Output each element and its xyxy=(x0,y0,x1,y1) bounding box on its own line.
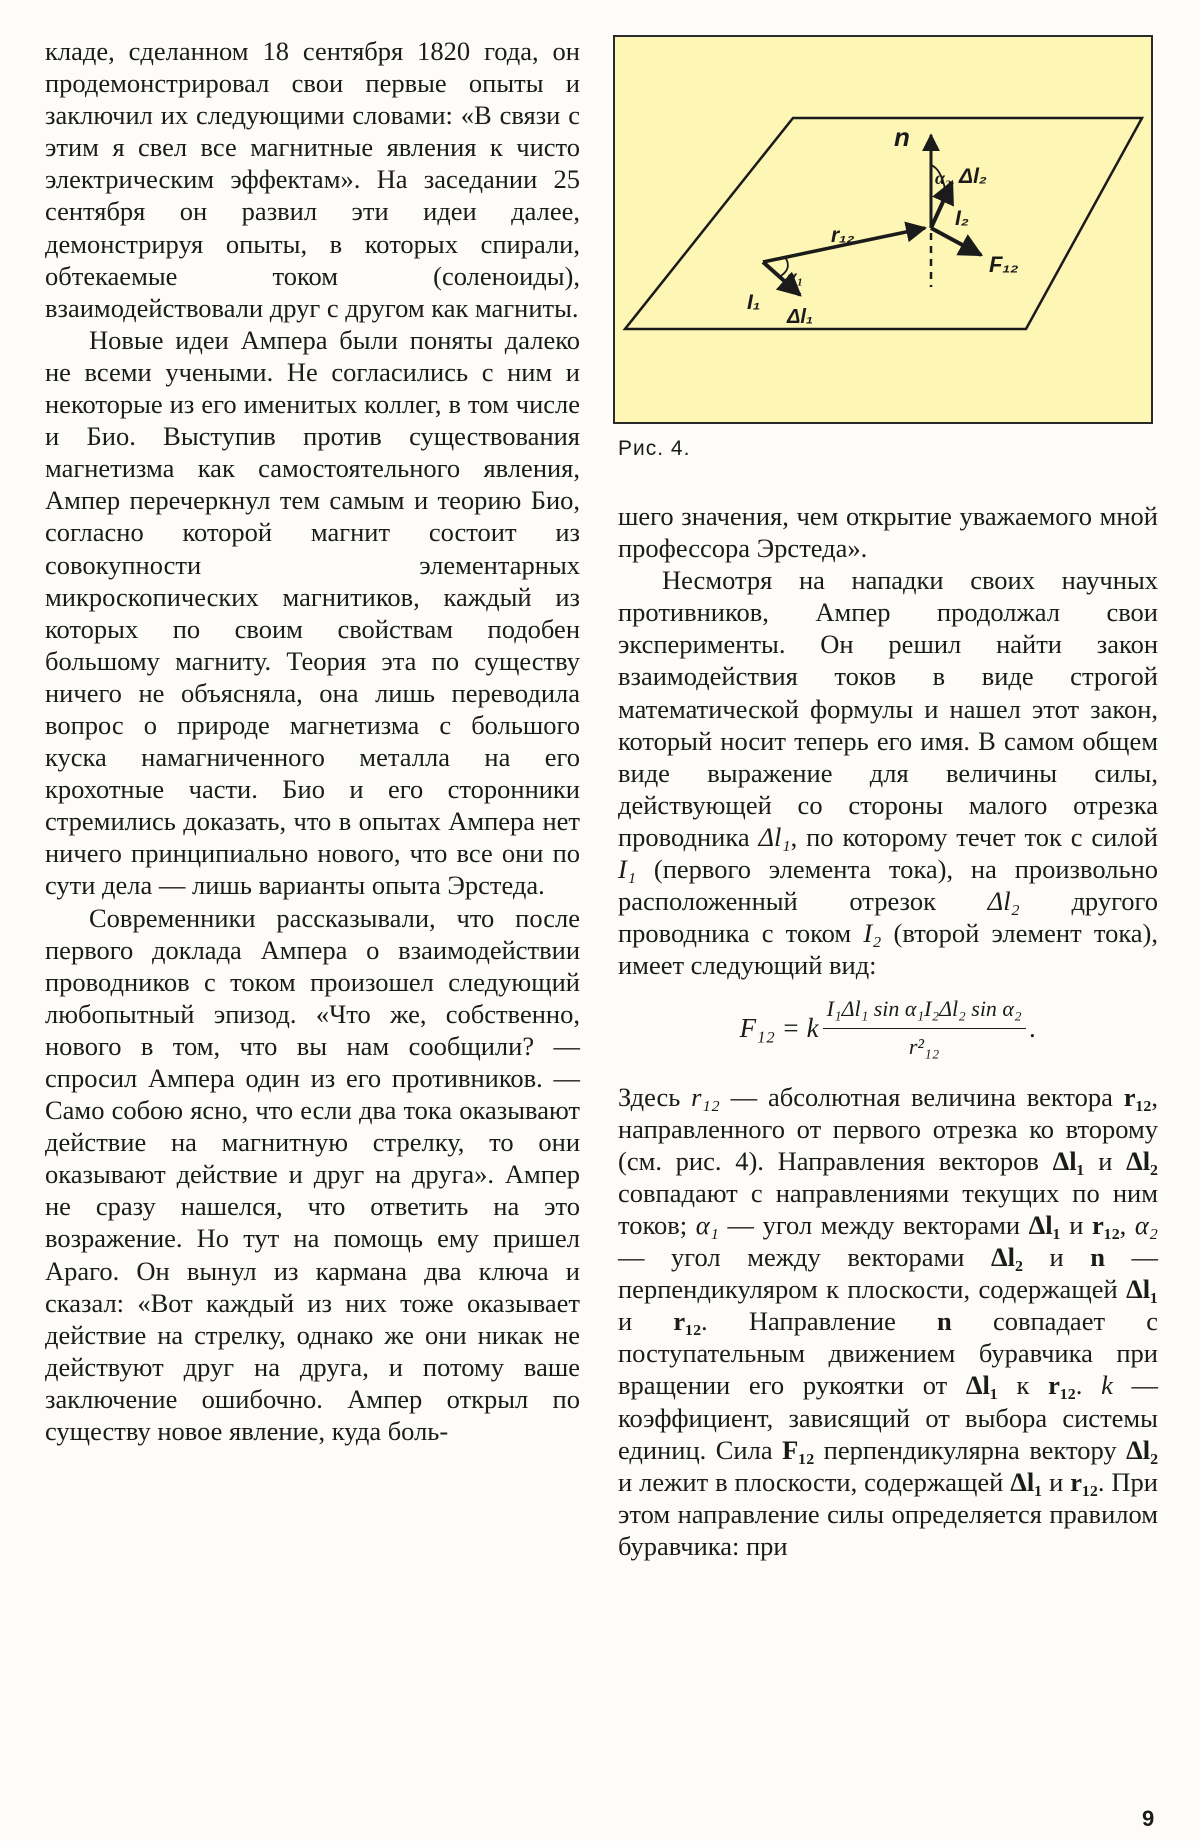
text-run: (первого элемента тока), на произвольно расположенный отрезок xyxy=(618,854,1158,917)
label-n: n xyxy=(894,122,910,152)
label-r12: r₁₂ xyxy=(831,224,855,247)
paragraph-left-3: Современники рассказывали, что после первого доклада Ампера о взаимодействии проводников с током произошел следующий любопытный эпизод. «Что же, собственно, нового в том, что вы нам сообщили? — спросил Ампера один из его противников. — Само собою ясно, что если два тока оказывают действие на магнитную стрелку, то они оказывают действие и друг на друга». Ампер не сразу нашелся, что ответить на это возражение. Но тут на помощь ему пришел Араго. Он вынул из кармана два ключа и сказал: «Вот каждый из них тоже оказывает действие на стрелку, однако же они никак не действуют друг на друга, и потому ваше заключение ошибочно. Ампер открыл по существу новое явление, куда боль- xyxy=(45,902,580,1447)
text-run: , направленного от первого отрезка ко второму (см. рис. 4). Направления векторов xyxy=(618,1081,1158,1176)
paragraph-right-1: шего значения, чем открытие уважаемого мной профессора Эрстеда». xyxy=(618,501,1158,564)
text-run: . При этом направление силы определяется правилом буравчика: при xyxy=(618,1466,1158,1561)
symbol-dl2: Δl₂ xyxy=(987,886,1020,917)
ampere-formula xyxy=(618,993,1158,1062)
left-column xyxy=(45,35,580,1447)
text-run: и xyxy=(618,1306,674,1337)
text-run: — угол между векторами xyxy=(718,1209,1029,1240)
label-i2: I₂ xyxy=(955,207,969,230)
text-run: совпадают с направлениями текущих по ним токов; xyxy=(618,1177,1158,1240)
symbol-alpha2: α₂ xyxy=(1134,1209,1159,1240)
vector-dl1: Δl₁ xyxy=(1028,1209,1061,1240)
text-run: и xyxy=(1084,1145,1127,1176)
vector-n: n xyxy=(937,1306,952,1337)
label-alpha1: α₁ xyxy=(787,266,804,286)
paragraph-right-2 xyxy=(618,564,1158,981)
text-run: Несмотря на нападки своих научных противников, Ампер продолжал свои эксперименты. Он решил найти закон взаимодействия токов в виде строгой математической формулы и нашел этот закон, который носит теперь его имя. В самом общем виде выражение для величины силы, действующей со стороны малого отрезка проводника xyxy=(618,565,1158,852)
vector-dl2: Δl₂ xyxy=(990,1242,1023,1273)
text-run: и xyxy=(1042,1466,1071,1497)
text-run: совпадает с поступательным движением буравчика при вращении его рукоятки от xyxy=(618,1306,1158,1401)
symbol-i2: I₂ xyxy=(863,918,882,949)
text-run: — угол между векторами xyxy=(618,1242,991,1273)
formula-fraction xyxy=(823,993,1026,1062)
text-run: и xyxy=(1022,1242,1091,1273)
symbol-alpha1: α₁ xyxy=(695,1209,719,1240)
paragraph-left-2: Новые идеи Ампера были поняты далеко не всеми учеными. Не согласились с ним и некоторые из его именитых коллег, в том числе и Био. Выступив против существования магнетизма как самостоятельного явления, Ампер перечеркнул тем самым и теорию Био, согласно которой магнит состоит из совокупности элементарных микроскопических магнитиков, каждый из которых по своим свойствам подобен большому магниту. Теория эта по существу ничего не объясняла, она лишь переводила вопрос о природе магнетизма с большого куска намагниченного металла на его крохотные части. Био и его сторонники стремились доказать, что в опытах Ампера нет ничего принципиально нового, что все они по сути дела — лишь варианты опыта Эрстеда. xyxy=(45,324,580,901)
text-run: другого проводника с током xyxy=(618,886,1158,949)
dl2-arrow xyxy=(931,182,952,228)
label-i1: I₁ xyxy=(747,291,761,314)
vector-n: n xyxy=(1090,1242,1105,1273)
text-run: перпендикулярна вектору xyxy=(814,1434,1127,1465)
label-alpha2: α₂ xyxy=(935,168,952,188)
text-run: (второй элемент тока), имеет следующий вид: xyxy=(618,918,1159,981)
symbol-i1: I₁ xyxy=(618,854,637,885)
figure-4 xyxy=(613,35,1153,424)
formula-end: . xyxy=(1029,1012,1037,1043)
vector-dl2: Δl₂ xyxy=(1126,1434,1159,1465)
text-run: и лежит в плоскости, содержащей xyxy=(618,1466,1011,1497)
paragraph-right-3 xyxy=(618,1081,1158,1562)
vector-dl1: Δl₁ xyxy=(965,1370,998,1401)
text-run: , по которому течет ток с силой xyxy=(790,821,1158,852)
text-run: , xyxy=(1119,1209,1135,1240)
vector-diagram xyxy=(615,37,1155,426)
formula-lhs: F₁₂ = k xyxy=(739,1012,819,1043)
label-dl2: Δl₂ xyxy=(959,165,987,188)
vector-dl1: Δl₁ xyxy=(1010,1466,1043,1497)
text-run: . Направление xyxy=(701,1306,938,1337)
label-dl1: Δl₁ xyxy=(787,306,814,328)
symbol-dl1: Δl₁ xyxy=(758,821,791,852)
paragraph-left-1: кладе, сделанном 18 сентября 1820 года, он продемонстрировал свои первые опыты и заключил их следующими словами: «В связи с этим я свел все магнитные явления к чисто электрическим эффектам». На заседании 25 сентября он развил эти идеи далее, демонстрируя опыты, в которых спирали, обтекаемые током (соленоиды), взаимодействовали друг с другом как магниты. xyxy=(45,36,580,323)
vector-r12: r₁₂ xyxy=(1123,1081,1152,1112)
vector-f12: F₁₂ xyxy=(782,1434,815,1465)
vector-dl1: Δl₁ xyxy=(1126,1274,1158,1305)
text-run: к xyxy=(997,1370,1049,1401)
plane-parallelogram xyxy=(625,118,1142,329)
text-run: — коэффициент, зависящий от выбора системы единиц. Сила xyxy=(618,1370,1159,1465)
page-number: 9 xyxy=(1142,1806,1155,1831)
text-run: — перпендикуляром к плоскости, содержащей xyxy=(618,1242,1159,1305)
f12-arrow xyxy=(931,228,981,255)
vector-r12: r₁₂ xyxy=(1048,1370,1076,1401)
text-run: и xyxy=(1060,1209,1092,1240)
vector-r12: r₁₂ xyxy=(1092,1209,1120,1240)
right-column xyxy=(618,500,1158,1562)
formula-denominator: r²₁₂ xyxy=(908,1033,940,1059)
vector-r12: r₁₂ xyxy=(1070,1466,1098,1497)
vector-dl1: Δl₁ xyxy=(1052,1145,1085,1176)
text-run: . xyxy=(1075,1370,1102,1401)
figure-caption: Рис. 4. xyxy=(618,437,691,460)
label-f12: F₁₂ xyxy=(989,252,1019,277)
text-run: Здесь xyxy=(618,1081,692,1112)
vector-dl2: Δl₂ xyxy=(1126,1145,1158,1176)
vector-r12: r₁₂ xyxy=(673,1306,702,1337)
text-run: — абсолютная величина вектора xyxy=(719,1081,1124,1112)
formula-numerator: I₁Δl₁ sin α₁I₂Δl₂ sin α₂ xyxy=(823,993,1026,1028)
symbol-r12: r₁₂ xyxy=(691,1081,720,1112)
symbol-k: k xyxy=(1101,1370,1113,1401)
